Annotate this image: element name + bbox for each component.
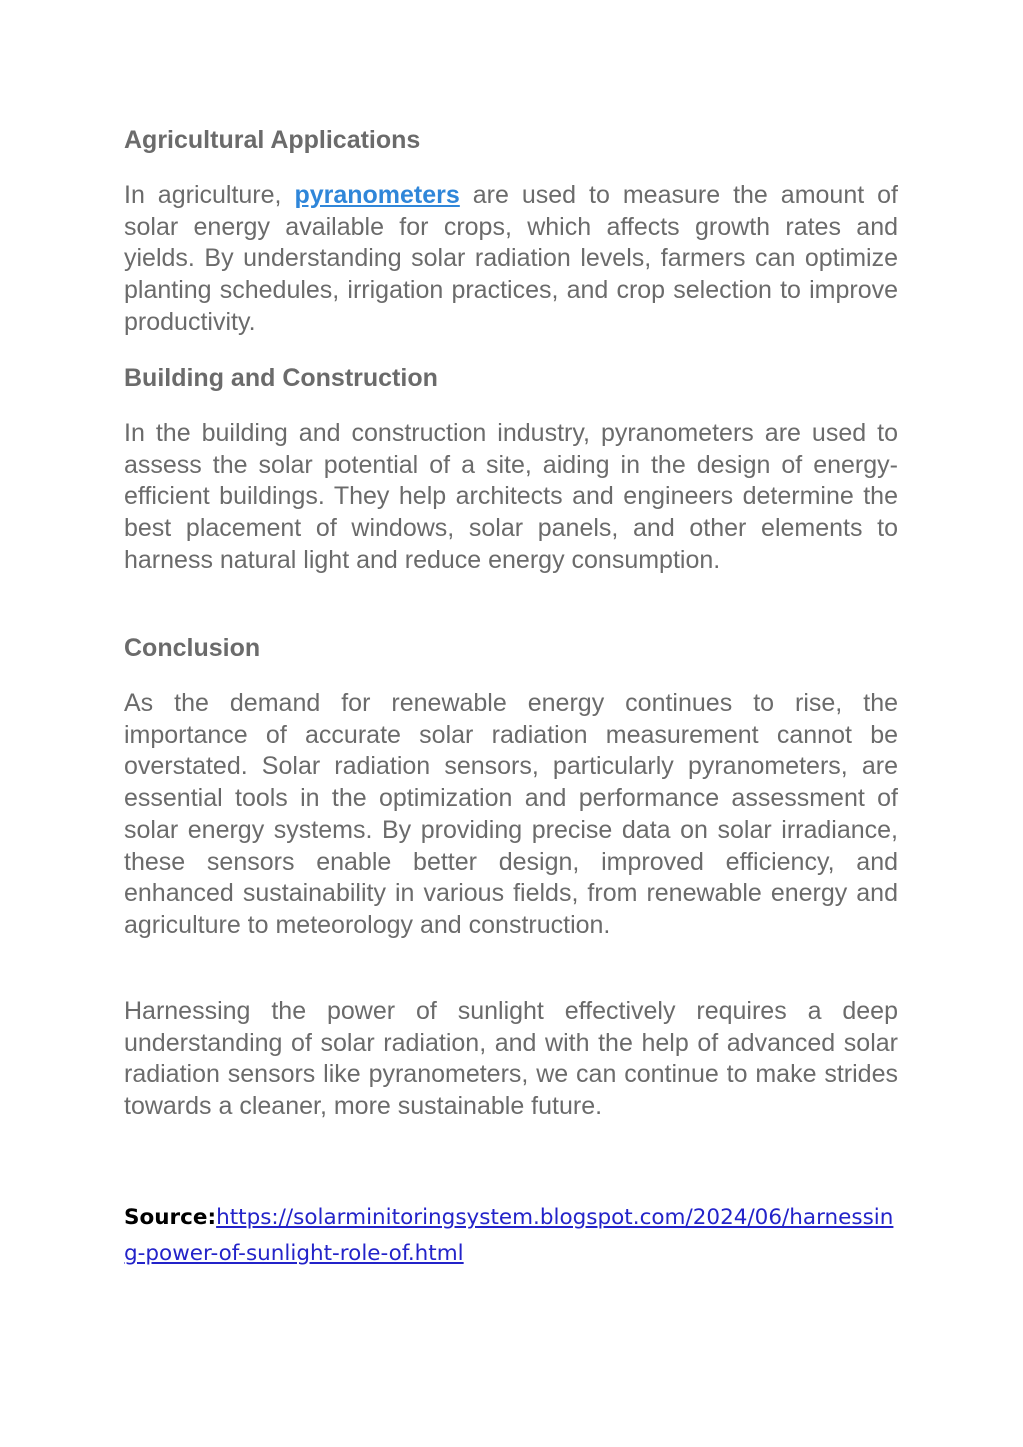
agriculture-text-before: In agriculture, [124,181,295,209]
paragraph-conclusion: As the demand for renewable energy continues to rise, the importance of accurate solar radiation measurement cannot be overstated. Solar radiation sensors, particularly pyranometers, are essential tools in the optimization and performance assessment of solar energy systems. By providing precise data on solar irradiance, these sensors enable better design, improved efficiency, and enhanced sustainability in various fields, from renewable energy and agriculture to meteorology and construction. [124,689,898,939]
heading-building-construction: Building and Construction [124,364,438,392]
paragraph-agriculture [124,180,898,339]
source-line [124,1200,904,1272]
source-label: Source: [124,1205,217,1230]
heading-agricultural-applications: Agricultural Applications [124,126,421,154]
agriculture-text-after: are used to measure the amount of solar energy available for crops, which affects growth rates and yields. By understanding solar radiation levels, farmers can optimize planting schedules, irrigation practices, and crop selection to improve productivity. [124,181,898,336]
source-url-link[interactable]: https://solarminitoringsystem.blogspot.com/2024/06/harnessing-power-of-sunlight-role-of.html [124,1205,894,1266]
paragraph-closing: Harnessing the power of sunlight effectively requires a deep understanding of solar radiation, and with the help of advanced solar radiation sensors like pyranometers, we can continue to make strides towards a cleaner, more sustainable future. [124,997,898,1121]
paragraph-building: In the building and construction industry, pyranometers are used to assess the solar potential of a site, aiding in the design of energy-efficient buildings. They help architects and engineers determine the best placement of windows, solar panels, and other elements to harness natural light and reduce energy consumption. [124,419,898,574]
pyranometers-link[interactable]: pyranometers [294,181,460,209]
heading-conclusion: Conclusion [124,634,261,662]
